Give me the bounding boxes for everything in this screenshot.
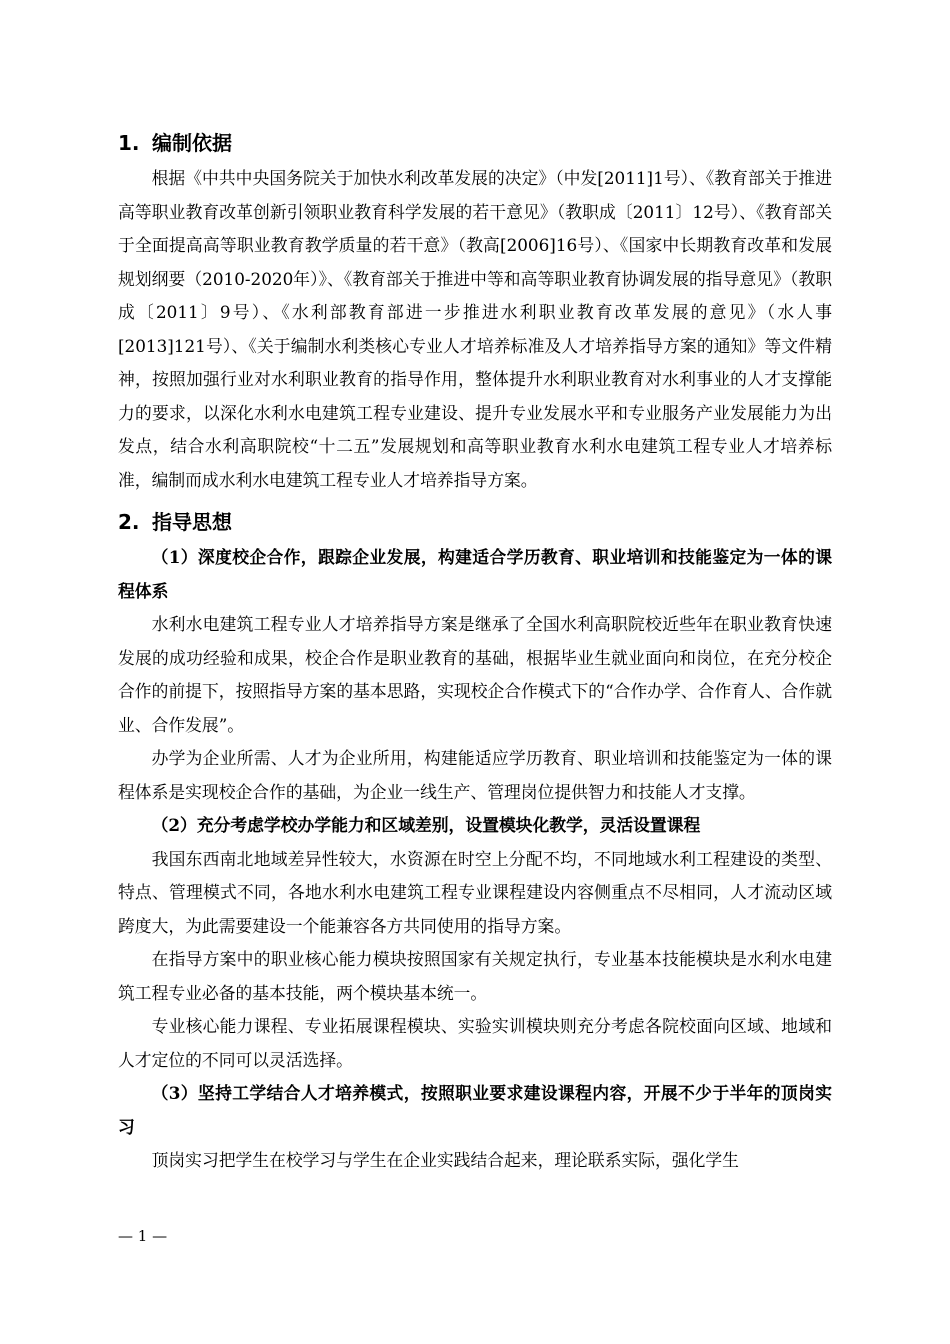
section-title: 指导思想: [152, 510, 232, 534]
page-number: — 1 —: [118, 1227, 168, 1245]
paragraph: 水利水电建筑工程专业人才培养指导方案是继承了全国水利高职院校近些年在职业教育快速发展的成功经验和成果，校企合作是职业教育的基础，根据毕业生就业面向和岗位，在充分校企合作的前提下，按照指导方案的基本思路，实现校企合作模式下的“合作办学、合作育人、合作就业、合作发展”。: [118, 614, 832, 735]
section-number: 1.: [118, 131, 140, 155]
section-heading-1: [118, 128, 832, 158]
section-heading-2: [118, 507, 832, 537]
subsection-heading: （2）充分考虑学校办学能力和区域差别，设置模块化教学，灵活设置课程: [151, 815, 701, 835]
subsection-heading: （3）坚持工学结合人才培养模式，按照职业要求建设课程内容，开展不少于半年的顶岗实习: [118, 1083, 832, 1137]
section-number: 2.: [118, 510, 140, 534]
paragraph: 我国东西南北地域差异性较大，水资源在时空上分配不均，不同地域水利工程建设的类型、特点、管理模式不同，各地水利水电建筑工程专业课程建设内容侧重点不尽相同，人才流动区域跨度大，为此需要建设一个能兼容各方共同使用的指导方案。: [118, 848, 832, 936]
paragraph: 办学为企业所需、人才为企业所用，构建能适应学历教育、职业培训和技能鉴定为一体的课程体系是实现校企合作的基础，为企业一线生产、管理岗位提供智力和技能人才支撑。: [118, 748, 832, 802]
paragraph: 顶岗实习把学生在校学习与学生在企业实践结合起来，理论联系实际，强化学生: [151, 1150, 739, 1170]
document-body: [118, 128, 832, 1178]
paragraph: 根据《中共中央国务院关于加快水利改革发展的决定》（中发[2011]1号）、《教育部关于推进高等职业教育改革创新引领职业教育科学发展的若干意见》（教职成〔2011〕12号）、《教育部关于全面提高高等职业教育教学质量的若干意》（教高[2006]16号）、《国家中长期教育改革和发展规划纲要（2010-2020年）》、《教育部关于推进中等和高等职业教育协调发展的指导意见》（教职成〔2011〕9号）、《水利部教育部进一步推进水利职业教育改革发展的意见》（水人事[2013]121号）、《关于编制水利类核心专业人才培养标准及人才培养指导方案的通知》等文件精神，按照加强行业对水利职业教育的指导作用，整体提升水利职业教育对水利事业的人才支撑能力的要求，以深化水利水电建筑工程专业建设、提升专业发展水平和专业服务产业发展能力为出发点，结合水利高职院校“十二五”发展规划和高等职业教育水利水电建筑工程专业人才培养标准，编制而成水利水电建筑工程专业人才培养指导方案。: [118, 168, 832, 490]
paragraph: 在指导方案中的职业核心能力模块按照国家有关规定执行，专业基本技能模块是水利水电建筑工程专业必备的基本技能，两个模块基本统一。: [118, 949, 832, 1003]
paragraph: 专业核心能力课程、专业拓展课程模块、实验实训模块则充分考虑各院校面向区域、地域和人才定位的不同可以灵活选择。: [118, 1016, 832, 1070]
section-title: 编制依据: [152, 131, 232, 155]
subsection-heading: （1）深度校企合作，跟踪企业发展，构建适合学历教育、职业培训和技能鉴定为一体的课程体系: [118, 547, 832, 601]
